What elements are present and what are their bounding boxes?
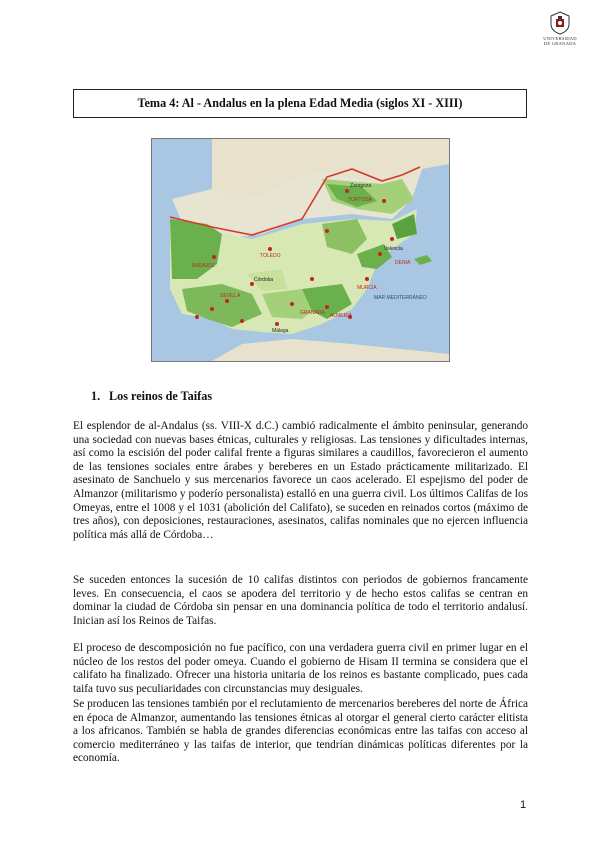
paragraph-1: El esplendor de al-Andalus (ss. VIII-X d.C.) cambió radicalmente el ámbito peninsular, generando una sociedad con nuevas bases étnicas, culturales y religiosas. Las tensiones y dificultades internas, así como la escisión del poder califal frente a figuras similares a caudillos, favorecieron el aumento de las tensiones sociales entre árabes y bereberes en un Estado prácticamente militarizado. El asesinato de Sanchuelo y sus mercenarios favorece un caos acelerado. El espejismo del poder de Almanzor (militarismo y poderío personalista) estalló en una guerra civil. Los últimos Califas de los Omeyas, entre el 1008 y el 1031 (abolición del Califato), se suceden en reinados cortos (máximo de tres años), con deposiciones, restauraciones, asesinatos, califas nominales que no ejercen influencia política más allá de Córdoba… (73, 420, 528, 541)
title-box (73, 89, 527, 118)
paragraph-4: Se producen las tensiones también por el reclutamiento de mercenarios bereberes del norte de África en época de Almanzor, aumentando las tensiones étnicas al otorgar el general cierto carácter elitista a los africanos. También se habla de grandes diferencias económicas entre las taifas con acceso al comercio mediterráneo y las taifas de interior, que tendrían dinámicas políticas diferentes por la economía. (73, 698, 528, 765)
taifas-map (151, 138, 450, 362)
map-label-badajoz: BADAJOZ (192, 263, 216, 269)
map-label-tortosa: TORTOSA (348, 197, 372, 203)
crest-icon (547, 10, 573, 36)
paragraph-3: El proceso de descomposición no fue pacífico, con una verdadera guerra civil en primer lugar en el núcleo de los restos del poder omeya. Cuando el gobierno de Hisam II termina se considera que el califato ha finalizado. Ofrecer una historia unitaria de los reinos es bastante complicado, pues cada taifa tuvo sus peculiaridades con circunstancias muy desiguales. (73, 642, 528, 695)
section-number: 1. (91, 389, 101, 403)
paragraph-2: Se suceden entonces la sucesión de 10 califas distintos con periodos de gobiernos francamente leves. En consecuencia, el caos se apodera del territorio y de hecho estos califas se centran en dominar la ciudad de Córdoba sin pensar en una dominancia política de todo el territorio andalusí. Inician así los Reinos de Taifas. (73, 574, 528, 627)
page-number: 1 (520, 799, 527, 811)
map-label-almeria: ALMERÍA (330, 313, 352, 319)
logo-line2: DE GRANADA (543, 41, 577, 46)
section-heading (91, 389, 212, 404)
map-label-granada: GRANADA (300, 310, 325, 316)
map-label-denia: DENIA (395, 260, 411, 266)
map-label-zaragoza: Zaragoza (350, 183, 372, 189)
map-label-toledo: TOLEDO (260, 253, 281, 259)
logo-line1: UNIVERSIDAD (543, 36, 577, 41)
page-title: Tema 4: Al - Andalus en la plena Edad Media (siglos XI - XIII) (137, 96, 463, 110)
map-label-malaga: Málaga (272, 328, 289, 334)
map-label-cordoba: Córdoba (254, 277, 274, 283)
map-label-valencia: Valencia (384, 246, 403, 252)
section-title: Los reinos de Taifas (109, 389, 213, 403)
university-logo (538, 10, 582, 46)
map-label-sevilla: SEVILLA (220, 293, 241, 299)
map-label-sea: MAR MEDITERRÁNEO (374, 295, 427, 301)
map-label-murcia: MURCIA (357, 285, 377, 291)
